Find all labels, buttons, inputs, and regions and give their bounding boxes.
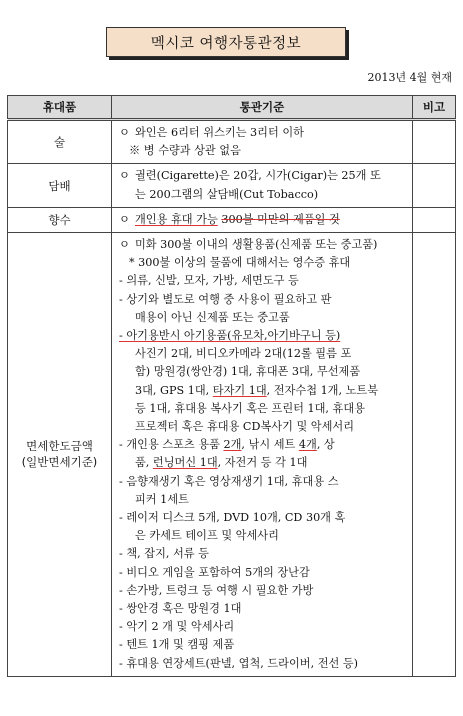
tobacco-line-1: 궐련(Cigarette)은 20갑, 시가(Cigar)는 25개 또: [135, 169, 381, 183]
row-content-tobacco: [112, 164, 413, 207]
dutyfree-line-22: - 악기 2 개 및 악세사리: [119, 620, 235, 634]
row-label-alcohol: 술: [8, 120, 112, 164]
row-label-dutyfree: [8, 233, 112, 677]
date-label: 2013년 4월 현재: [367, 71, 452, 84]
header-item: 휴대품: [8, 96, 112, 120]
dutyfree-line-24: - 휴대용 연장세트(판넬, 엽척, 드라이버, 전선 등): [119, 656, 359, 670]
dutyfree-line-4: - 상기와 별도로 여행 중 사용이 필요하고 판: [119, 292, 332, 306]
dutyfree-label-1: 면세한도금액: [26, 439, 93, 454]
alcohol-line-2: ※ 병 수량과 상관 없음: [129, 144, 241, 158]
header-standard: 통관기준: [112, 96, 413, 120]
dutyfree-line-7: 사진기 2대, 비디오카메라 2대(12롤 필름 포: [135, 347, 352, 361]
dutyfree-line-21: - 쌍안경 혹은 망원경 1대: [119, 602, 242, 616]
dutyfree-line-14: - 음향재생기 혹은 영상재생기 1대, 휴대용 스: [119, 474, 339, 488]
dutyfree-line-12b: 2개: [223, 438, 242, 452]
dutyfree-line-10: 등 1대, 휴대용 복사기 혹은 프린터 1대, 휴대용: [135, 401, 365, 415]
dutyfree-line-12d: 4개: [298, 438, 317, 452]
table-row-tobacco: [8, 164, 456, 207]
dutyfree-label-2: (일반면세기준): [21, 455, 98, 470]
dutyfree-line-2: * 300불 이상의 물품에 대해서는 영수증 휴대: [129, 256, 351, 270]
dutyfree-line-1: 미화 300불 이내의 생활용품(신제품 또는 중고품): [135, 238, 378, 252]
perfume-allowed: 개인용 휴대 가능: [135, 212, 218, 226]
dutyfree-line-9c: , 전자수첩 1개, 노트북: [266, 383, 379, 397]
dutyfree-line-12a: - 개인용 스포츠 용품: [119, 438, 224, 452]
table-row-perfume: [8, 207, 456, 232]
dutyfree-line-23: - 텐트 1개 및 캠핑 제품: [119, 638, 235, 652]
tobacco-line-2: 는 200그램의 살담배(Cut Tobacco): [135, 187, 319, 201]
dutyfree-line-18: - 책, 잡지, 서류 등: [119, 547, 209, 561]
row-remark-tobacco: [413, 164, 456, 207]
row-remark-dutyfree: [413, 233, 456, 677]
dutyfree-line-12c: , 낚시 세트: [241, 438, 299, 452]
row-content-alcohol: [112, 120, 413, 164]
dutyfree-line-11: 프로젝터 혹은 휴대용 CD복사기 및 악세서리: [135, 420, 355, 434]
alcohol-line-1: 와인은 6리터 위스키는 3리터 이하: [135, 126, 304, 139]
table-header-row: [8, 96, 456, 120]
header-remark: 비고: [413, 96, 456, 120]
bullet-mark: ㅇ: [119, 212, 130, 226]
dutyfree-line-5: 매용이 아닌 신제품 또는 중고품: [135, 310, 290, 324]
dutyfree-line-17: 은 카세트 테이프 및 악세사리: [135, 529, 279, 543]
bullet-mark: ㅇ: [119, 238, 130, 252]
dutyfree-line-6: - 아기용반시 아기용품(유모차,아기바구니 등): [119, 329, 341, 343]
row-remark-perfume: [413, 207, 456, 232]
table-row-dutyfree: [8, 233, 456, 677]
customs-table: [7, 95, 456, 677]
row-label-perfume: 향수: [8, 207, 112, 232]
bullet-mark: ㅇ: [119, 126, 130, 139]
row-label-tobacco: 담배: [8, 164, 112, 207]
dutyfree-line-19: - 비디오 게임을 포함하여 5개의 장난감: [119, 565, 310, 579]
dutyfree-line-3: - 의류, 신발, 모자, 가방, 세면도구 등: [119, 274, 299, 288]
page-title: 멕시코 여행자통관정보: [106, 27, 346, 57]
bullet-mark: ㅇ: [119, 169, 130, 183]
dutyfree-line-20: - 손가방, 트렁크 등 여행 시 필요한 가방: [119, 583, 314, 597]
table-row-alcohol: [8, 120, 456, 164]
row-remark-alcohol: [413, 120, 456, 164]
dutyfree-line-9b: 타자기 1대: [212, 383, 267, 397]
dutyfree-line-16: - 레이저 디스크 5개, DVD 10개, CD 30개 혹: [119, 511, 346, 525]
row-content-perfume: [112, 207, 413, 232]
dutyfree-line-13b: 런닝머신 1대: [152, 456, 218, 470]
dutyfree-line-13c: , 자전거 등 각 1대: [217, 456, 308, 470]
dutyfree-line-15: 피커 1세트: [135, 492, 189, 506]
dutyfree-line-9a: 3대, GPS 1대,: [135, 383, 213, 397]
dutyfree-line-13a: 품,: [135, 456, 153, 470]
perfume-limit: 300불 미만의 제품일 것: [221, 212, 340, 226]
dutyfree-line-12e: , 상: [316, 438, 335, 452]
dutyfree-line-8: 함) 망원경(쌍안경) 1대, 휴대폰 3대, 무선제품: [135, 365, 361, 379]
row-content-dutyfree: [112, 233, 413, 677]
